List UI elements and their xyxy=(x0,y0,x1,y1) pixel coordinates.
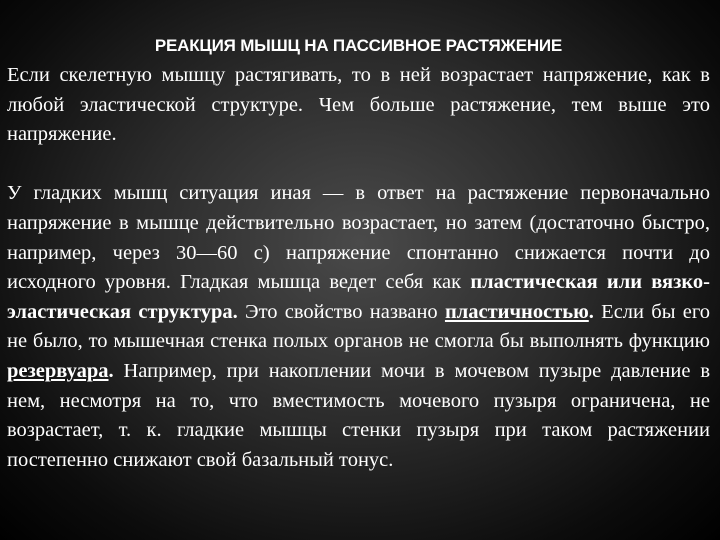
bold-period-2: . xyxy=(588,300,594,323)
bold-term-plasticity: пластичностью xyxy=(444,300,589,323)
paragraph-text-2: Это свойство названо xyxy=(237,300,445,323)
paragraph-smooth-muscle xyxy=(7,179,710,475)
bold-period-3: . xyxy=(108,359,114,382)
paragraph-skeletal-muscle: Если скелетную мышцу растягивать, то в ней возрастает напряжение, как в любой эластической структуре. Чем больше растяжение, тем выше это напряжение. xyxy=(7,64,710,146)
paragraph-text-1: У гладких мышц ситуация иная — в ответ на растяжение первоначально напряжение в мышце действительно возрастает, но затем (достаточно быстро, например, через 30—60 с) напряжение спонтанно снижается почти до исходного уровня. Гладкая мышца ведет себя как xyxy=(7,182,710,294)
slide-content xyxy=(7,34,710,475)
paragraph-text-3: Если бы его не было, то мышечная стенка полых органов не смогла бы выполнять функцию xyxy=(7,300,710,353)
bold-period-1: . xyxy=(232,300,238,323)
paragraph-text-4: Например, при накоплении мочи в мочевом пузыре давление в нем, несмотря на то, что вместимость мочевого пузыря ограничена, не возрастает, т. к. гладкие мышцы стенки пузыря при таком растяжении постепенно снижают свой базальный тонус. xyxy=(7,359,710,471)
bold-term-plastic-structure: пластическая или вязко-эластическая структура xyxy=(7,271,710,323)
bold-term-reservoir: резервуара xyxy=(7,359,109,382)
slide-title: РЕАКЦИЯ МЫШЦ НА ПАССИВНОЕ РАСТЯЖЕНИЕ xyxy=(154,36,563,55)
